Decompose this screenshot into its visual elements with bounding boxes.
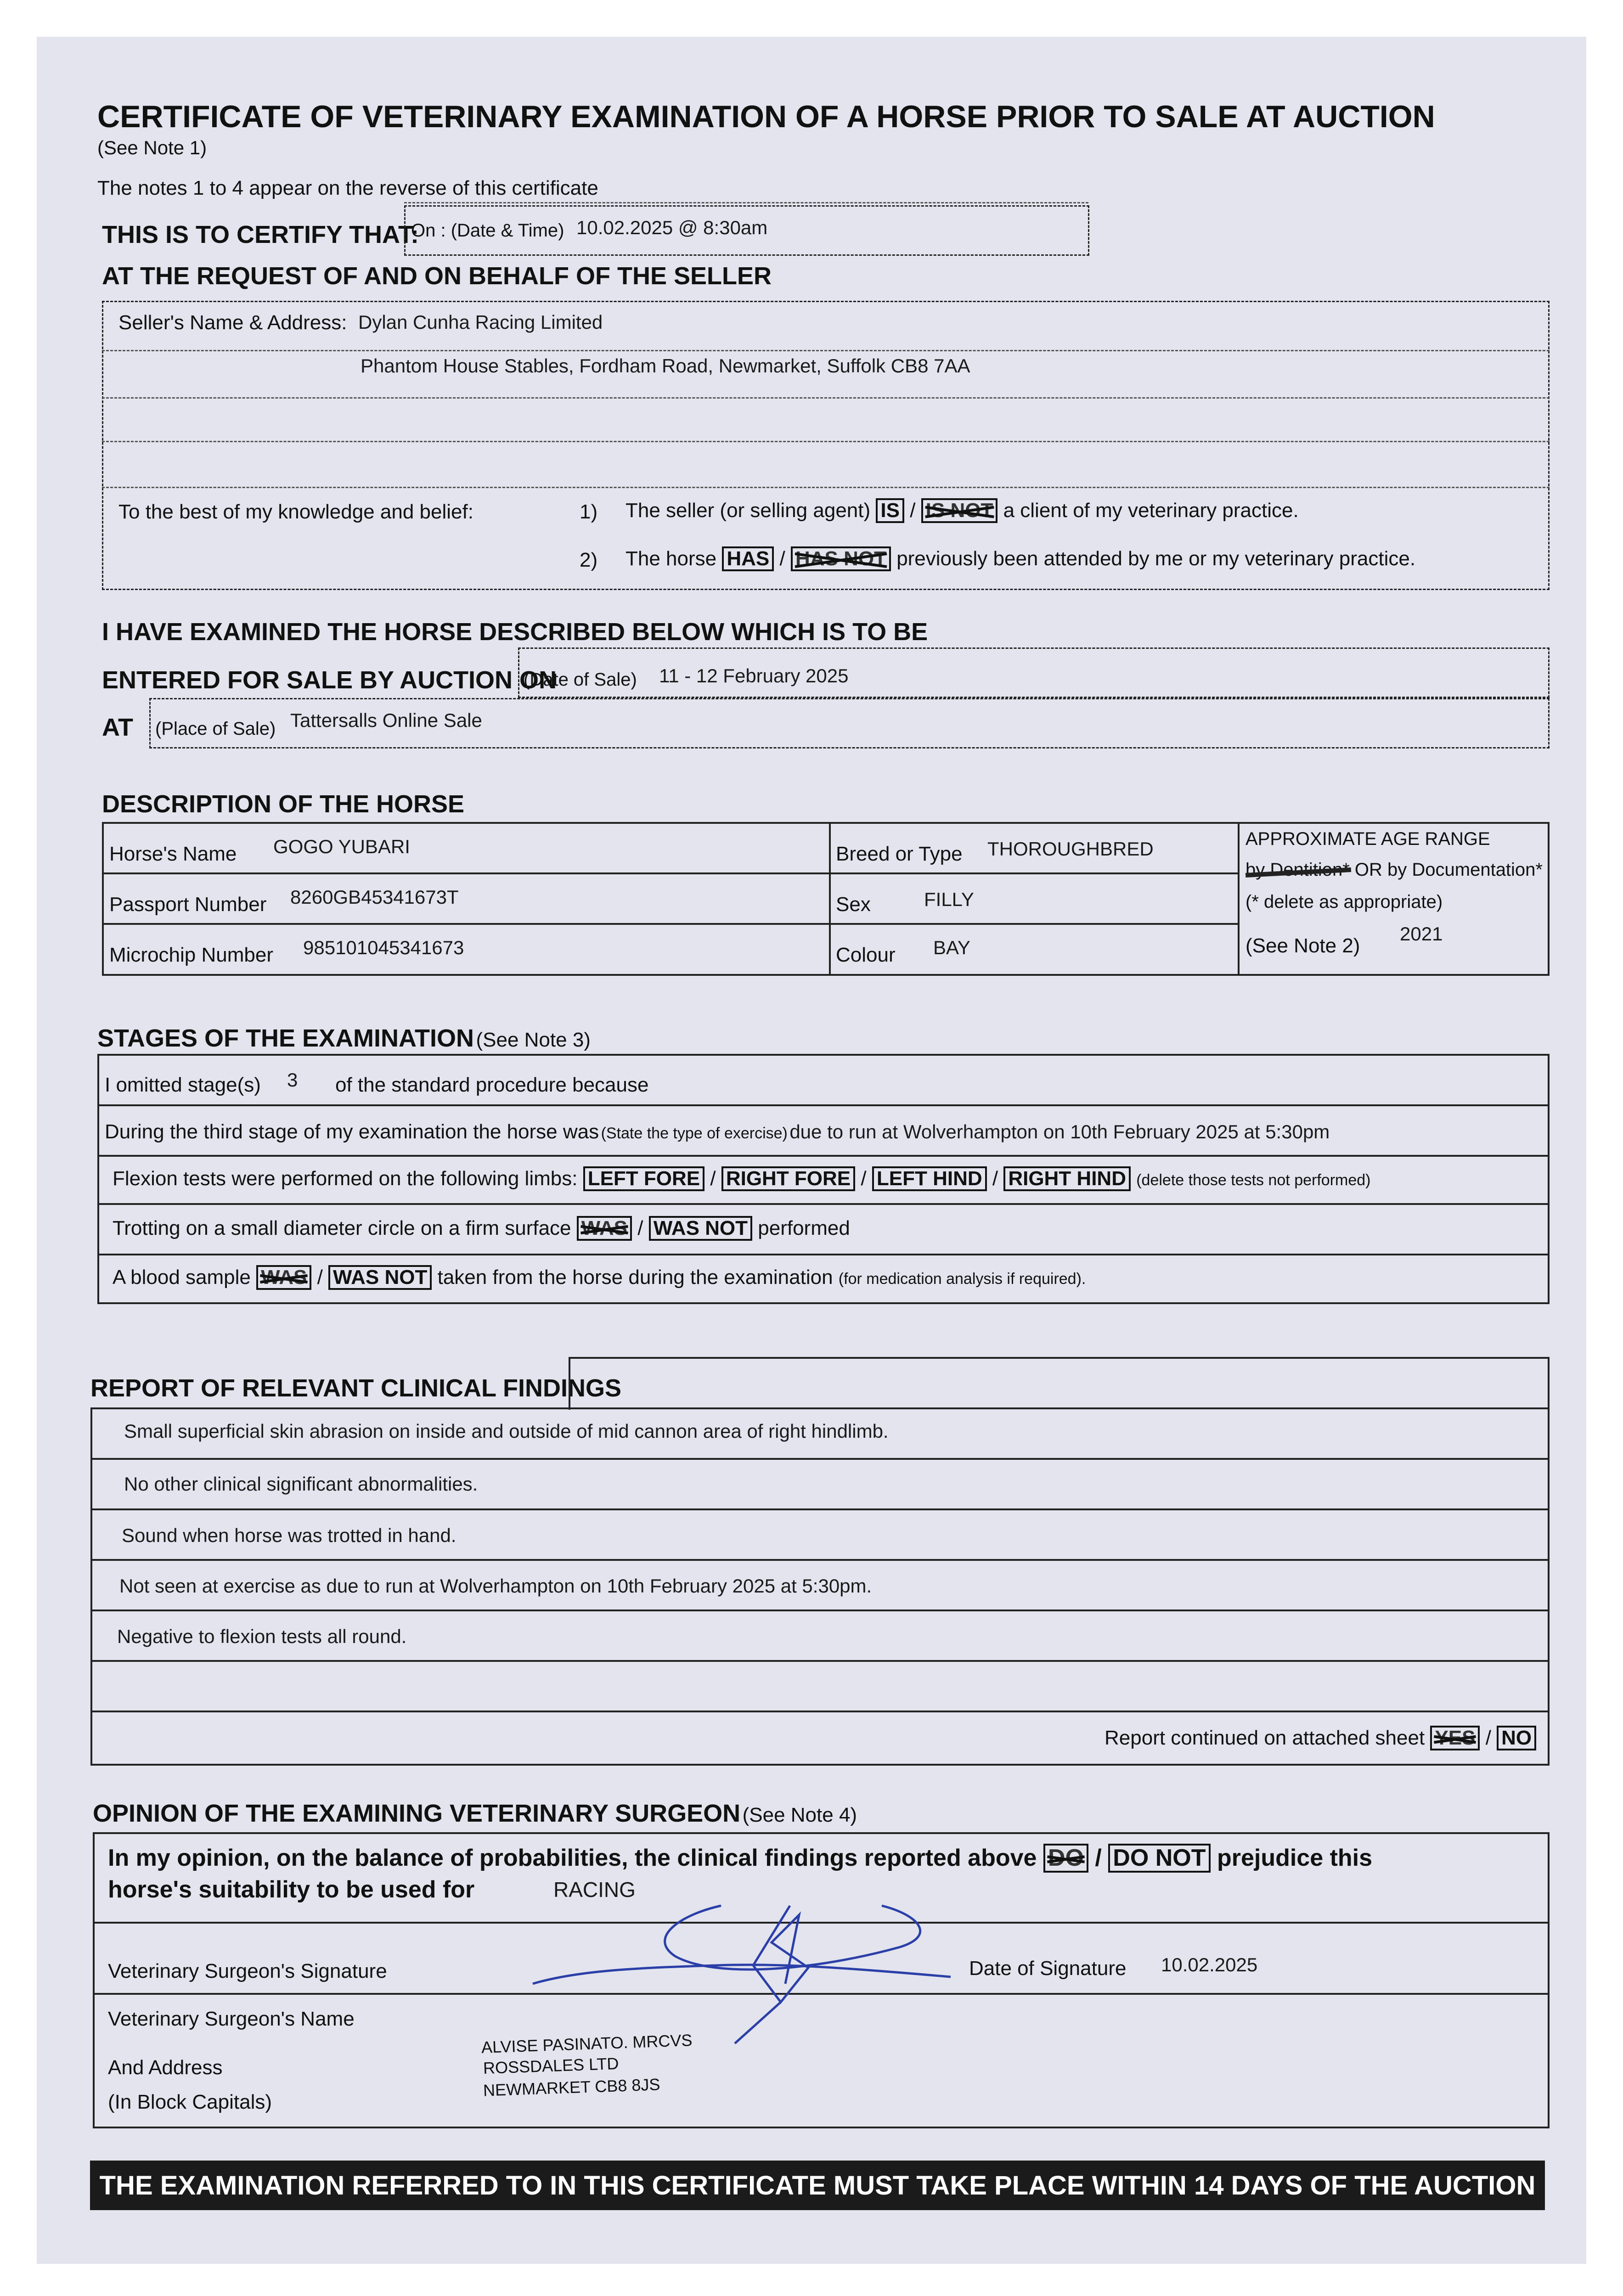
age-note-label: (See Note 2)	[1245, 934, 1360, 957]
seller-client-row	[626, 498, 1299, 523]
third-stage-row	[105, 1120, 1330, 1143]
finding-line-5: Negative to flexion tests all round.	[117, 1626, 407, 1647]
stages-heading: STAGES OF THE EXAMINATION	[97, 1024, 474, 1052]
opinion-line-2: horse's suitability to be used for	[108, 1876, 475, 1903]
seller-name-value: Dylan Cunha Racing Limited	[358, 311, 603, 333]
separator: /	[317, 1266, 323, 1289]
sale-date-value: 11 - 12 February 2025	[659, 665, 849, 687]
opinion-option-do[interactable]: DO	[1043, 1844, 1088, 1873]
separator: /	[710, 1167, 716, 1190]
trotting-row	[113, 1216, 850, 1241]
age-range-label: APPROXIMATE AGE RANGE	[1245, 829, 1490, 849]
opinion-heading: OPINION OF THE EXAMINING VETERINARY SURGEON	[93, 1800, 741, 1827]
omitted-label: I omitted stage(s)	[105, 1074, 261, 1096]
limb-right-hind[interactable]: RIGHT HIND	[1003, 1166, 1131, 1191]
horse-name-label: Horse's Name	[109, 843, 237, 865]
place-of-sale-label: (Place of Sale)	[155, 719, 276, 739]
item2-tail: previously been attended by me or my veterinary practice.	[896, 547, 1416, 570]
certificate-title: CERTIFICATE OF VETERINARY EXAMINATION OF A HORSE PRIOR TO SALE AT AUCTION	[97, 99, 1435, 134]
option-is[interactable]: IS	[876, 498, 904, 523]
opinion-text-a: In my opinion, on the balance of probabilities, the clinical findings reported above	[108, 1845, 1037, 1871]
signature-mark	[524, 1887, 974, 2053]
colour-label: Colour	[836, 944, 896, 966]
opinion-text-tail: prejudice this	[1217, 1845, 1373, 1871]
signature-label: Veterinary Surgeon's Signature	[108, 1960, 387, 1982]
item1-tail: a client of my veterinary practice.	[1003, 499, 1299, 522]
on-date-time-label: On : (Date & Time)	[411, 220, 564, 241]
blood-label: A blood sample	[113, 1266, 251, 1289]
opinion-line-1	[108, 1844, 1372, 1873]
report-continued-label: Report continued on attached sheet	[1105, 1727, 1425, 1749]
opinion-heading-row	[93, 1799, 857, 1828]
passport-value: 8260GB45341673T	[290, 886, 459, 908]
blood-option-was[interactable]: WAS	[256, 1265, 311, 1290]
age-value: 2021	[1400, 923, 1443, 945]
trotting-label: Trotting on a small diameter circle on a firm surface	[113, 1217, 571, 1239]
certify-label: THIS IS TO CERTIFY THAT:	[102, 221, 419, 248]
blood-sample-row	[113, 1265, 1086, 1290]
finding-line-3: Sound when horse was trotted in hand.	[122, 1525, 456, 1546]
separator: /	[1485, 1727, 1491, 1749]
third-stage-label: During the third stage of my examination the horse was	[105, 1120, 599, 1143]
limb-right-fore[interactable]: RIGHT FORE	[721, 1166, 855, 1191]
breed-label: Breed or Type	[836, 843, 963, 865]
stages-heading-row	[97, 1024, 591, 1052]
blood-option-was-not[interactable]: WAS NOT	[328, 1265, 432, 1290]
separator: /	[779, 547, 785, 570]
flexion-label: Flexion tests were performed on the following limbs:	[113, 1167, 578, 1190]
opinion-note: (See Note 4)	[742, 1804, 857, 1826]
sale-place-value: Tattersalls Online Sale	[290, 709, 482, 731]
request-label: AT THE REQUEST OF AND ON BEHALF OF THE SELLER	[102, 262, 772, 290]
omitted-because: of the standard procedure because	[335, 1074, 649, 1096]
option-has-not[interactable]: HAS NOT	[791, 546, 891, 571]
separator: /	[1095, 1845, 1102, 1871]
exam-datetime-value: 10.02.2025 @ 8:30am	[576, 217, 768, 238]
surgeon-stamp-line-1: ALVISE PASINATO. MRCVS	[481, 2030, 693, 2057]
separator: /	[910, 499, 916, 522]
surgeon-name-label: Veterinary Surgeon's Name	[108, 2008, 355, 2030]
age-delete-label: (* delete as appropriate)	[1245, 892, 1443, 912]
at-label: AT	[102, 714, 133, 741]
horse-name-value: GOGO YUBARI	[273, 836, 410, 857]
option-has[interactable]: HAS	[722, 546, 774, 571]
date-of-sale-label: (Date of Sale)	[524, 670, 637, 690]
horse-attended-row	[626, 546, 1415, 571]
trot-option-was[interactable]: WAS	[577, 1216, 632, 1241]
exercise-type-note: (State the type of exercise)	[601, 1125, 788, 1142]
exercise-value: due to run at Wolverhampton on 10th February 2025 at 5:30pm	[789, 1121, 1330, 1142]
sex-value: FILLY	[924, 889, 974, 910]
blood-tail: taken from the horse during the examination	[437, 1266, 833, 1289]
age-by-label: by Dentition* OR by Documentation*	[1245, 860, 1543, 880]
opinion-option-do-not[interactable]: DO NOT	[1108, 1844, 1210, 1873]
footer-banner: THE EXAMINATION REFERRED TO IN THIS CERTIFICATE MUST TAKE PLACE WITHIN 14 DAYS OF THE AUCTION	[90, 2161, 1545, 2210]
date-of-signature-label: Date of Signature	[969, 1957, 1127, 1980]
surgeon-stamp-line-2: ROSSDALES LTD	[483, 2054, 620, 2078]
separator: /	[992, 1167, 998, 1190]
flexion-note: (delete those tests not performed)	[1136, 1171, 1371, 1189]
microchip-label: Microchip Number	[109, 944, 273, 966]
entered-for-sale-label: ENTERED FOR SALE BY AUCTION ON	[102, 666, 557, 694]
purpose-value: RACING	[553, 1878, 636, 1902]
breed-value: THOROUGHBRED	[987, 838, 1154, 860]
item2-number: 2)	[580, 549, 598, 571]
report-continued-row	[1105, 1726, 1536, 1750]
stages-note: (See Note 3)	[476, 1029, 591, 1051]
passport-label: Passport Number	[109, 893, 267, 916]
finding-line-1: Small superficial skin abrasion on inside and outside of mid cannon area of right hindlimb.	[124, 1420, 889, 1442]
finding-line-2: No other clinical significant abnormalities.	[124, 1473, 478, 1495]
surgeon-stamp-line-3: NEWMARKET CB8 8JS	[483, 2075, 661, 2100]
finding-line-4: Not seen at exercise as due to run at Wolverhampton on 10th February 2025 at 5:30pm.	[119, 1575, 872, 1597]
colour-value: BAY	[933, 937, 970, 958]
limb-left-fore[interactable]: LEFT FORE	[583, 1166, 704, 1191]
separator: /	[861, 1167, 867, 1190]
examined-label: I HAVE EXAMINED THE HORSE DESCRIBED BELOW WHICH IS TO BE	[102, 618, 928, 646]
seller-name-label: Seller's Name & Address:	[118, 311, 347, 334]
see-note-1: (See Note 1)	[97, 137, 207, 158]
seller-address-value: Phantom House Stables, Fordham Road, Newmarket, Suffolk CB8 7AA	[361, 355, 970, 377]
notes-line: The notes 1 to 4 appear on the reverse of this certificate	[97, 177, 598, 199]
item1-number: 1)	[580, 501, 598, 523]
trot-option-was-not[interactable]: WAS NOT	[649, 1216, 752, 1241]
date-of-signature-value: 10.02.2025	[1161, 1954, 1258, 1975]
trotting-tail: performed	[758, 1217, 850, 1239]
omitted-value: 3	[287, 1069, 298, 1091]
block-capitals-label: (In Block Capitals)	[108, 2091, 272, 2113]
description-heading: DESCRIPTION OF THE HORSE	[102, 790, 465, 818]
continued-option-no[interactable]: NO	[1497, 1726, 1536, 1750]
knowledge-label: To the best of my knowledge and belief:	[118, 501, 473, 523]
address-label: And Address	[108, 2056, 223, 2079]
continued-option-yes[interactable]: YES	[1430, 1726, 1480, 1750]
separator: /	[637, 1217, 643, 1239]
blood-note: (for medication analysis if required).	[838, 1270, 1086, 1288]
item1-text: The seller (or selling agent)	[626, 499, 871, 522]
item2-text: The horse	[626, 547, 717, 570]
sex-label: Sex	[836, 893, 871, 916]
option-is-not[interactable]: IS NOT	[921, 498, 998, 523]
microchip-value: 985101045341673	[303, 937, 464, 958]
report-heading-box	[569, 1357, 1550, 1410]
limb-left-hind[interactable]: LEFT HIND	[872, 1166, 987, 1191]
flexion-row	[113, 1166, 1370, 1191]
report-heading: REPORT OF RELEVANT CLINICAL FINDINGS	[90, 1374, 622, 1402]
